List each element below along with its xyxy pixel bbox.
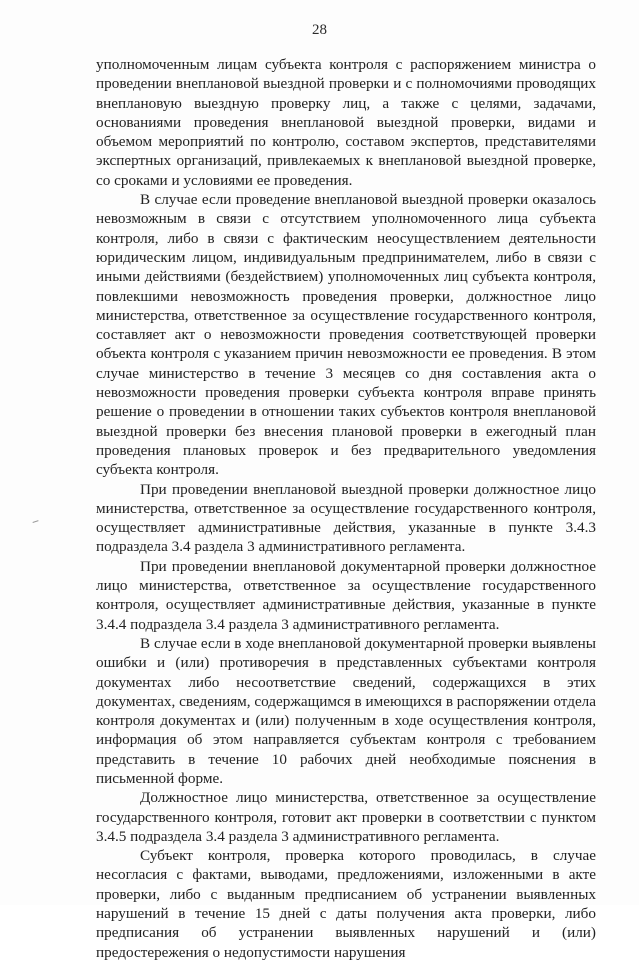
paragraph-errors-found: В случае если в ходе внеплановой документарной проверки выявлены ошибки и (или) противоречия в представленных субъектами контроля документах либо несоответствие сведений, содержащихся в этих документах, сведениям, содержащимся в имеющихся в распоряжении отдела контроля документах и (или) полученным в ходе осуществления контроля, информация об этом направляется субъектам контроля с требованием представить в течение 10 рабочих дней необходимые пояснения в письменной форме. (96, 634, 597, 787)
paragraph-documentary-inspection: При проведении внеплановой документарной проверки должностное лицо министерства, ответственное за осуществление государственного контроля, осуществляет административные действия, указанные в пункте 3.4.4 подраздела 3.4 раздела 3 административного регламента. (96, 557, 596, 633)
paragraph-impossible-inspection: В случае если проведение внеплановой выездной проверки оказалось невозможным в связи с отсутствием уполномоченного лица субъекта контроля, либо в связи с фактическим неосуществлением деятельности юридическим лицом, индивидуальным предпринимателем, либо в связи с иными действиями (бездействием) уполномоченных лиц субъекта контроля, повлекшими невозможность проведения проверки, должностное лицо министерства, ответственное за осуществление государственного контроля, составляет акт о невозможности проведения соответствующей проверки объекта контроля с указанием причин невозможности ее проведения. В этом случае министерство в течение 3 месяцев со дня составления акта о невозможности проведения проверки субъекта контроля вправе принять решение о проведении в отношении таких субъектов контроля внеплановой выездной проверки без внесения плановой проверки в ежегодный план проведения плановых проверок и без предварительного уведомления субъекта контроля. (96, 191, 596, 479)
margin-mark (33, 520, 40, 526)
paragraph-onsite-inspection: При проведении внеплановой выездной проверки должностное лицо министерства, ответственное за осуществление государственного контроля, осуществляет административные действия, указанные в пункте 3.4.3 подраздела 3.4 раздела 3 административного регламента. (96, 480, 596, 556)
paragraph-disagreement: Субъект контроля, проверка которого проводилась, в случае несогласия с фактами, выводами, предложениями, изложенными в акте проверки, либо с выданным предписанием об устранении выявленных нарушений в течение 15 дней с даты получения акта проверки, либо предписания об устранении выявленных нарушений и (или) предостережения о недопустимости нарушения (96, 847, 596, 961)
page-number: 28 (312, 22, 327, 38)
paragraph-inspection-act: Должностное лицо министерства, ответственное за осуществление государственного контроля, готовит акт проверки в соответствии с пунктом 3.4.5 подраздела 3.4 раздела 3 административного регламента. (96, 789, 596, 845)
document-body (96, 55, 596, 962)
paragraph-continuation: уполномоченным лицам субъекта контроля с распоряжением министра о проведении внеплановой выездной проверки и с полномочиями проводящих внеплановую выездную проверку лиц, а также с целями, задачами, основаниями проведения внеплановой выездной проверки, видами и объемом мероприятий по контролю, составом экспертов, представителями экспертных организаций, привлекаемых к внеплановой выездной проверке, со сроками и условиями ее проведения. (96, 56, 596, 189)
